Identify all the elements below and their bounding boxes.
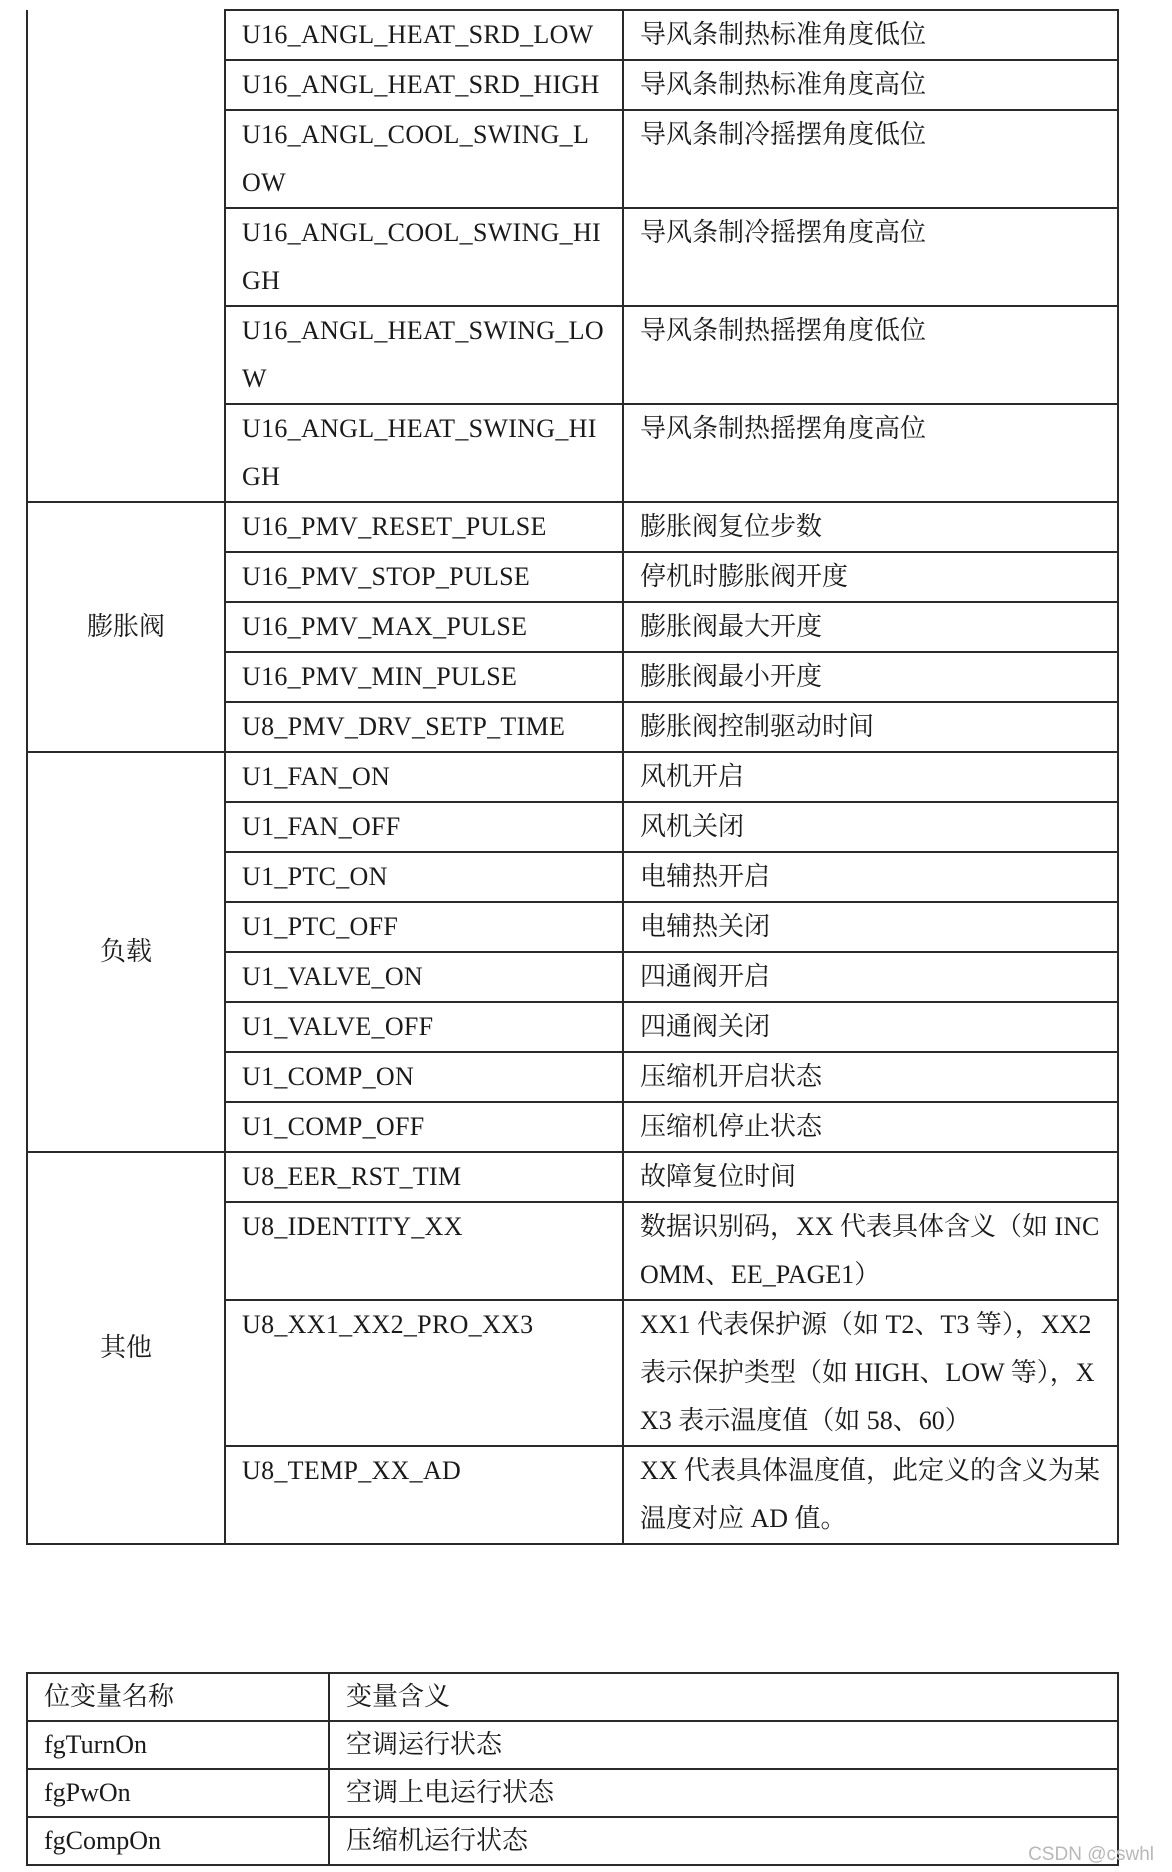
variable-name-cell: U16_PMV_RESET_PULSE bbox=[225, 502, 623, 552]
table-row bbox=[27, 502, 1118, 552]
variable-meaning-cell: 四通阀关闭 bbox=[623, 1002, 1118, 1052]
variable-meaning-cell: 故障复位时间 bbox=[623, 1152, 1118, 1202]
table-row bbox=[27, 10, 1118, 60]
table-row bbox=[27, 1817, 1118, 1865]
variable-name-cell: U8_IDENTITY_XX bbox=[225, 1202, 623, 1300]
variable-meaning-cell: 膨胀阀控制驱动时间 bbox=[623, 702, 1118, 752]
table-row bbox=[27, 1152, 1118, 1202]
variable-meaning-cell: XX 代表具体温度值，此定义的含义为某温度对应 AD 值。 bbox=[623, 1446, 1118, 1544]
variable-meaning-cell: 导风条制热标准角度高位 bbox=[623, 60, 1118, 110]
variable-name-cell: U1_COMP_OFF bbox=[225, 1102, 623, 1152]
variable-name-cell: U16_ANGL_HEAT_SRD_LOW bbox=[225, 10, 623, 60]
variable-meaning-cell: 压缩机开启状态 bbox=[623, 1052, 1118, 1102]
bit-variable-meaning-cell: 压缩机运行状态 bbox=[329, 1817, 1118, 1865]
variable-name-cell: U16_ANGL_HEAT_SWING_LOW bbox=[225, 306, 623, 404]
bit-variable-name-cell: fgPwOn bbox=[27, 1769, 329, 1817]
variable-name-cell: U16_PMV_MAX_PULSE bbox=[225, 602, 623, 652]
variable-meaning-cell: 电辅热关闭 bbox=[623, 902, 1118, 952]
variable-name-cell: U16_ANGL_HEAT_SWING_HIGH bbox=[225, 404, 623, 502]
bit-variable-meaning-cell: 空调上电运行状态 bbox=[329, 1769, 1118, 1817]
variable-meaning-cell: 导风条制冷摇摆角度高位 bbox=[623, 208, 1118, 306]
table-header-row bbox=[27, 1673, 1118, 1721]
variable-name-cell: U1_COMP_ON bbox=[225, 1052, 623, 1102]
bit-variable-name-cell: fgCompOn bbox=[27, 1817, 329, 1865]
variable-name-cell: U8_PMV_DRV_SETP_TIME bbox=[225, 702, 623, 752]
variable-meaning-cell: 压缩机停止状态 bbox=[623, 1102, 1118, 1152]
header-bit-variable-name: 位变量名称 bbox=[27, 1673, 329, 1721]
header-variable-meaning: 变量含义 bbox=[329, 1673, 1118, 1721]
variable-name-cell: U16_PMV_STOP_PULSE bbox=[225, 552, 623, 602]
variable-meaning-cell: 停机时膨胀阀开度 bbox=[623, 552, 1118, 602]
table-row bbox=[27, 752, 1118, 802]
group-label-load: 负载 bbox=[27, 752, 225, 1152]
variable-name-cell: U16_ANGL_COOL_SWING_LOW bbox=[225, 110, 623, 208]
variable-name-cell: U1_PTC_OFF bbox=[225, 902, 623, 952]
variable-name-cell: U1_FAN_OFF bbox=[225, 802, 623, 852]
bit-variable-meaning-cell: 空调运行状态 bbox=[329, 1721, 1118, 1769]
variable-meaning-cell: 数据识别码，XX 代表具体含义（如 INCOMM、EE_PAGE1） bbox=[623, 1202, 1118, 1300]
variable-meaning-cell: 导风条制热摇摆角度低位 bbox=[623, 306, 1118, 404]
group-label-expansion-valve: 膨胀阀 bbox=[27, 502, 225, 752]
variable-name-cell: U1_FAN_ON bbox=[225, 752, 623, 802]
variable-meaning-cell: 导风条制热摇摆角度高位 bbox=[623, 404, 1118, 502]
variable-meaning-cell: 风机关闭 bbox=[623, 802, 1118, 852]
variable-name-cell: U1_VALVE_ON bbox=[225, 952, 623, 1002]
variable-name-cell: U16_ANGL_COOL_SWING_HIGH bbox=[225, 208, 623, 306]
variable-name-cell: U8_EER_RST_TIM bbox=[225, 1152, 623, 1202]
group-cell-wind-deflector bbox=[27, 10, 225, 502]
bit-variable-table bbox=[26, 1672, 1119, 1866]
variable-meaning-cell: 导风条制冷摇摆角度低位 bbox=[623, 110, 1118, 208]
variable-name-cell: U1_VALVE_OFF bbox=[225, 1002, 623, 1052]
variable-meaning-cell: 膨胀阀最大开度 bbox=[623, 602, 1118, 652]
variable-meaning-cell: XX1 代表保护源（如 T2、T3 等），XX2 表示保护类型（如 HIGH、LOW 等），XX3 表示温度值（如 58、60） bbox=[623, 1300, 1118, 1446]
variable-name-cell: U16_PMV_MIN_PULSE bbox=[225, 652, 623, 702]
table-row bbox=[27, 1769, 1118, 1817]
group-label-other: 其他 bbox=[27, 1152, 225, 1544]
variable-name-cell: U8_XX1_XX2_PRO_XX3 bbox=[225, 1300, 623, 1446]
variable-meaning-cell: 膨胀阀最小开度 bbox=[623, 652, 1118, 702]
variable-name-cell: U16_ANGL_HEAT_SRD_HIGH bbox=[225, 60, 623, 110]
watermark: CSDN @cswhl bbox=[1028, 1844, 1154, 1865]
variable-meaning-cell: 膨胀阀复位步数 bbox=[623, 502, 1118, 552]
variable-name-cell: U1_PTC_ON bbox=[225, 852, 623, 902]
variable-meaning-cell: 四通阀开启 bbox=[623, 952, 1118, 1002]
bit-variable-name-cell: fgTurnOn bbox=[27, 1721, 329, 1769]
variable-meaning-cell: 导风条制热标准角度低位 bbox=[623, 10, 1118, 60]
variable-meaning-cell: 风机开启 bbox=[623, 752, 1118, 802]
variable-definition-table bbox=[26, 9, 1119, 1545]
variable-name-cell: U8_TEMP_XX_AD bbox=[225, 1446, 623, 1544]
table-row bbox=[27, 1721, 1118, 1769]
variable-meaning-cell: 电辅热开启 bbox=[623, 852, 1118, 902]
